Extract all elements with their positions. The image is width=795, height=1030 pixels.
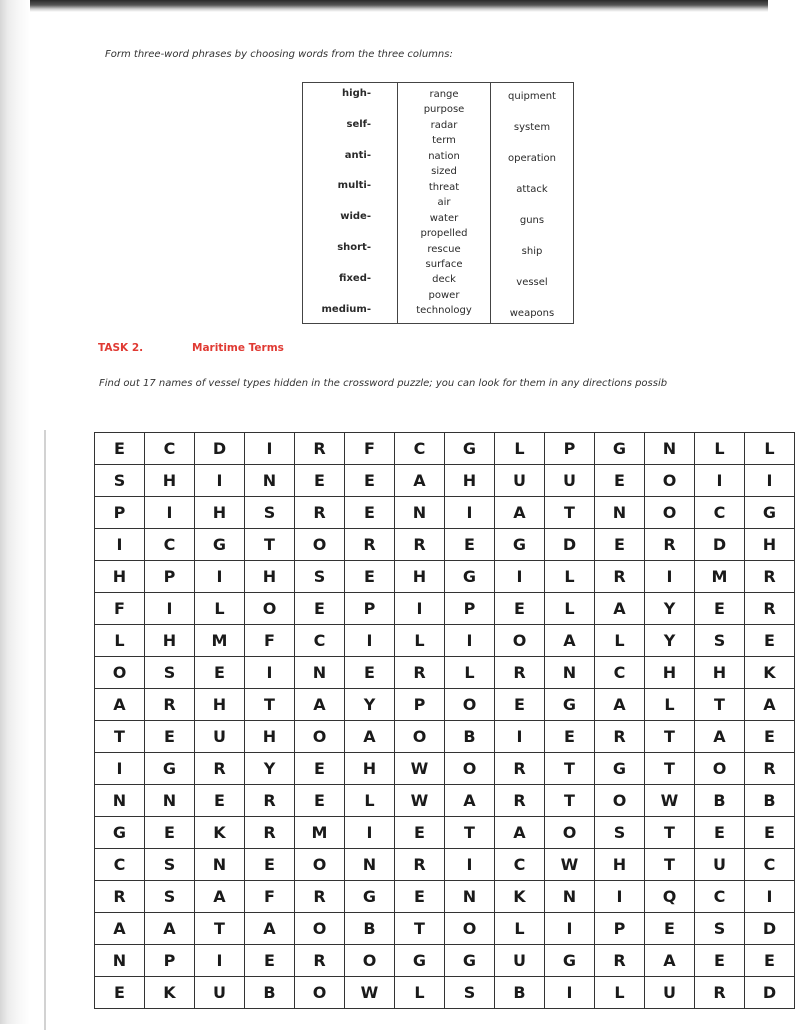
grid-cell[interactable]: E bbox=[345, 657, 395, 689]
grid-cell[interactable]: H bbox=[345, 753, 395, 785]
page-fold-line bbox=[44, 430, 46, 1030]
grid-cell[interactable]: R bbox=[395, 849, 445, 881]
grid-cell[interactable]: L bbox=[395, 625, 445, 657]
grid-cell[interactable]: D bbox=[745, 913, 795, 945]
grid-cell[interactable]: T bbox=[545, 497, 595, 529]
grid-cell[interactable]: O bbox=[295, 721, 345, 753]
grid-cell[interactable]: N bbox=[445, 881, 495, 913]
grid-cell[interactable]: P bbox=[345, 593, 395, 625]
grid-cell[interactable]: R bbox=[295, 881, 345, 913]
grid-cell[interactable]: T bbox=[645, 849, 695, 881]
grid-cell[interactable]: N bbox=[245, 465, 295, 497]
col3-word: system bbox=[513, 122, 551, 133]
grid-cell[interactable]: I bbox=[495, 721, 545, 753]
grid-cell[interactable]: C bbox=[95, 849, 145, 881]
col2-word: surface bbox=[425, 258, 463, 270]
grid-cell[interactable]: E bbox=[745, 721, 795, 753]
grid-cell[interactable]: B bbox=[245, 977, 295, 1009]
grid-cell[interactable]: I bbox=[345, 817, 395, 849]
grid-cell[interactable]: E bbox=[345, 497, 395, 529]
grid-cell[interactable]: C bbox=[145, 433, 195, 465]
grid-cell[interactable]: R bbox=[95, 881, 145, 913]
grid-cell[interactable]: I bbox=[745, 881, 795, 913]
grid-cell[interactable]: D bbox=[195, 433, 245, 465]
grid-cell[interactable]: N bbox=[545, 657, 595, 689]
grid-cell[interactable]: I bbox=[545, 977, 595, 1009]
grid-cell[interactable]: O bbox=[295, 977, 345, 1009]
grid-cell[interactable]: M bbox=[195, 625, 245, 657]
grid-cell[interactable]: F bbox=[95, 593, 145, 625]
last-word-column bbox=[491, 83, 573, 323]
grid-cell[interactable]: H bbox=[445, 465, 495, 497]
grid-cell[interactable]: I bbox=[445, 849, 495, 881]
grid-cell[interactable]: G bbox=[545, 945, 595, 977]
grid-cell[interactable]: R bbox=[395, 657, 445, 689]
col2-word: propelled bbox=[420, 228, 468, 240]
grid-cell[interactable]: I bbox=[95, 753, 145, 785]
grid-cell[interactable]: O bbox=[445, 689, 495, 721]
grid-cell[interactable]: L bbox=[545, 561, 595, 593]
grid-cell[interactable]: L bbox=[395, 977, 445, 1009]
grid-cell[interactable]: A bbox=[395, 465, 445, 497]
grid-cell[interactable]: C bbox=[695, 881, 745, 913]
grid-cell[interactable]: E bbox=[295, 785, 345, 817]
grid-cell[interactable]: O bbox=[445, 753, 495, 785]
grid-cell[interactable]: U bbox=[545, 465, 595, 497]
grid-cell[interactable]: H bbox=[195, 689, 245, 721]
grid-cell[interactable]: U bbox=[195, 721, 245, 753]
grid-cell[interactable]: L bbox=[195, 593, 245, 625]
grid-cell[interactable]: W bbox=[645, 785, 695, 817]
grid-cell[interactable]: N bbox=[95, 945, 145, 977]
grid-cell[interactable]: P bbox=[145, 945, 195, 977]
grid-cell[interactable]: O bbox=[545, 817, 595, 849]
col2-word: power bbox=[428, 289, 460, 301]
grid-cell[interactable]: A bbox=[245, 913, 295, 945]
grid-cell[interactable]: L bbox=[345, 785, 395, 817]
col1-word: wide- bbox=[340, 211, 371, 223]
grid-cell[interactable]: E bbox=[345, 465, 395, 497]
grid-cell[interactable]: E bbox=[245, 945, 295, 977]
grid-cell[interactable]: O bbox=[595, 785, 645, 817]
grid-cell[interactable]: S bbox=[295, 561, 345, 593]
grid-cell[interactable]: C bbox=[295, 625, 345, 657]
grid-cell[interactable]: R bbox=[745, 753, 795, 785]
grid-cell[interactable]: I bbox=[95, 529, 145, 561]
task1-instruction: Form three-word phrases by choosing words from the three columns: bbox=[105, 49, 453, 60]
grid-cell[interactable]: E bbox=[595, 465, 645, 497]
grid-cell[interactable]: I bbox=[195, 945, 245, 977]
grid-cell[interactable]: L bbox=[495, 913, 545, 945]
grid-cell[interactable]: I bbox=[445, 625, 495, 657]
grid-cell[interactable]: R bbox=[595, 945, 645, 977]
grid-cell[interactable]: G bbox=[145, 753, 195, 785]
grid-cell[interactable]: O bbox=[645, 497, 695, 529]
grid-cell[interactable]: N bbox=[195, 849, 245, 881]
grid-cell[interactable]: L bbox=[695, 433, 745, 465]
grid-cell[interactable]: R bbox=[395, 529, 445, 561]
grid-cell[interactable]: K bbox=[745, 657, 795, 689]
grid-cell[interactable]: C bbox=[745, 849, 795, 881]
grid-cell[interactable]: S bbox=[695, 625, 745, 657]
grid-cell[interactable]: E bbox=[695, 593, 745, 625]
grid-cell[interactable]: E bbox=[495, 689, 545, 721]
grid-cell[interactable]: B bbox=[495, 977, 545, 1009]
grid-cell[interactable]: O bbox=[245, 593, 295, 625]
grid-cell[interactable]: T bbox=[695, 689, 745, 721]
word-columns-table bbox=[302, 82, 574, 324]
col3-word: weapons bbox=[509, 308, 555, 319]
grid-cell[interactable]: H bbox=[245, 721, 295, 753]
col2-word: range bbox=[429, 89, 459, 100]
grid-cell[interactable]: H bbox=[95, 561, 145, 593]
grid-cell[interactable]: O bbox=[95, 657, 145, 689]
grid-cell[interactable]: O bbox=[295, 849, 345, 881]
grid-cell[interactable]: T bbox=[245, 689, 295, 721]
grid-cell[interactable]: L bbox=[445, 657, 495, 689]
grid-cell[interactable]: G bbox=[595, 433, 645, 465]
grid-cell[interactable]: G bbox=[195, 529, 245, 561]
grid-cell[interactable]: I bbox=[345, 625, 395, 657]
grid-cell[interactable]: E bbox=[295, 465, 345, 497]
col2-word: radar bbox=[430, 119, 458, 131]
grid-cell[interactable]: E bbox=[545, 721, 595, 753]
grid-cell[interactable]: P bbox=[145, 561, 195, 593]
grid-cell[interactable]: R bbox=[595, 561, 645, 593]
grid-cell[interactable]: S bbox=[145, 881, 195, 913]
grid-cell[interactable]: R bbox=[295, 945, 345, 977]
grid-cell[interactable]: R bbox=[595, 721, 645, 753]
grid-cell[interactable]: N bbox=[145, 785, 195, 817]
grid-cell[interactable]: T bbox=[545, 785, 595, 817]
grid-cell[interactable]: F bbox=[245, 881, 295, 913]
grid-cell[interactable]: A bbox=[95, 689, 145, 721]
col1-word: multi- bbox=[337, 180, 371, 192]
grid-cell[interactable]: W bbox=[345, 977, 395, 1009]
grid-cell[interactable]: F bbox=[345, 433, 395, 465]
grid-cell[interactable]: S bbox=[595, 817, 645, 849]
grid-cell[interactable]: D bbox=[545, 529, 595, 561]
grid-cell[interactable]: R bbox=[295, 497, 345, 529]
grid-cell[interactable]: I bbox=[595, 881, 645, 913]
grid-cell[interactable]: K bbox=[195, 817, 245, 849]
col3-word: vessel bbox=[516, 277, 548, 288]
grid-cell[interactable]: I bbox=[445, 497, 495, 529]
grid-cell[interactable]: E bbox=[745, 817, 795, 849]
grid-cell[interactable]: K bbox=[145, 977, 195, 1009]
grid-cell[interactable]: W bbox=[395, 785, 445, 817]
grid-cell[interactable]: Y bbox=[645, 625, 695, 657]
grid-cell[interactable]: Y bbox=[245, 753, 295, 785]
grid-cell[interactable]: G bbox=[595, 753, 645, 785]
grid-cell[interactable]: L bbox=[545, 593, 595, 625]
grid-cell[interactable]: Y bbox=[345, 689, 395, 721]
col2-word: sized bbox=[431, 166, 457, 178]
col2-word: threat bbox=[428, 181, 460, 193]
col3-word: ship bbox=[521, 246, 543, 257]
grid-cell[interactable]: G bbox=[445, 433, 495, 465]
grid-cell[interactable]: G bbox=[95, 817, 145, 849]
grid-cell[interactable]: A bbox=[95, 913, 145, 945]
grid-cell[interactable]: O bbox=[445, 913, 495, 945]
grid-cell[interactable]: U bbox=[495, 465, 545, 497]
grid-cell[interactable]: E bbox=[395, 817, 445, 849]
grid-cell[interactable]: O bbox=[345, 945, 395, 977]
grid-cell[interactable]: I bbox=[695, 465, 745, 497]
col1-word: high- bbox=[342, 88, 371, 99]
grid-cell[interactable]: R bbox=[645, 529, 695, 561]
grid-cell[interactable]: R bbox=[495, 657, 545, 689]
grid-cell[interactable]: M bbox=[695, 561, 745, 593]
grid-cell[interactable]: O bbox=[495, 625, 545, 657]
grid-cell[interactable]: I bbox=[145, 497, 195, 529]
grid-cell[interactable]: A bbox=[595, 689, 645, 721]
grid-cell[interactable]: T bbox=[95, 721, 145, 753]
grid-cell[interactable]: A bbox=[495, 497, 545, 529]
grid-cell[interactable]: E bbox=[345, 561, 395, 593]
grid-cell[interactable]: G bbox=[445, 945, 495, 977]
grid-cell[interactable]: I bbox=[245, 433, 295, 465]
grid-cell[interactable]: P bbox=[545, 433, 595, 465]
grid-cell[interactable]: K bbox=[495, 881, 545, 913]
grid-cell[interactable]: I bbox=[745, 465, 795, 497]
grid-cell[interactable]: H bbox=[645, 657, 695, 689]
grid-cell[interactable]: R bbox=[495, 753, 545, 785]
col3-word: quipment bbox=[508, 91, 556, 102]
grid-cell[interactable]: C bbox=[395, 433, 445, 465]
grid-cell[interactable]: T bbox=[645, 753, 695, 785]
task2-title: Maritime Terms bbox=[192, 342, 284, 354]
grid-cell[interactable]: L bbox=[595, 625, 645, 657]
grid-cell[interactable]: A bbox=[445, 785, 495, 817]
grid-cell[interactable]: O bbox=[695, 753, 745, 785]
grid-cell[interactable]: U bbox=[195, 977, 245, 1009]
col1-word: medium- bbox=[321, 303, 371, 315]
grid-cell[interactable]: P bbox=[445, 593, 495, 625]
prefix-column bbox=[303, 83, 398, 323]
grid-cell[interactable]: E bbox=[95, 433, 145, 465]
grid-cell[interactable]: I bbox=[545, 913, 595, 945]
grid-cell[interactable]: E bbox=[695, 945, 745, 977]
grid-cell[interactable]: H bbox=[595, 849, 645, 881]
grid-cell[interactable]: H bbox=[245, 561, 295, 593]
grid-cell[interactable]: U bbox=[695, 849, 745, 881]
grid-cell[interactable]: A bbox=[495, 817, 545, 849]
col2-word: deck bbox=[432, 274, 456, 286]
grid-cell[interactable]: C bbox=[145, 529, 195, 561]
grid-cell[interactable]: E bbox=[745, 945, 795, 977]
col1-word: self- bbox=[346, 118, 371, 130]
grid-cell[interactable]: S bbox=[445, 977, 495, 1009]
grid-cell[interactable]: P bbox=[95, 497, 145, 529]
grid-cell[interactable]: R bbox=[145, 689, 195, 721]
grid-cell[interactable]: I bbox=[495, 561, 545, 593]
grid-cell[interactable]: R bbox=[295, 433, 345, 465]
col2-word: technology bbox=[416, 305, 472, 317]
col2-word: rescue bbox=[427, 243, 461, 255]
grid-cell[interactable]: G bbox=[495, 529, 545, 561]
grid-cell[interactable]: T bbox=[395, 913, 445, 945]
grid-cell[interactable]: R bbox=[195, 753, 245, 785]
grid-cell[interactable]: O bbox=[295, 913, 345, 945]
grid-cell[interactable]: R bbox=[245, 817, 295, 849]
grid-cell[interactable]: E bbox=[695, 817, 745, 849]
col1-word: short- bbox=[337, 242, 371, 253]
grid-cell[interactable]: H bbox=[695, 657, 745, 689]
grid-cell[interactable]: U bbox=[645, 977, 695, 1009]
grid-cell[interactable]: I bbox=[195, 561, 245, 593]
grid-cell[interactable]: A bbox=[295, 689, 345, 721]
grid-cell[interactable]: M bbox=[295, 817, 345, 849]
grid-cell[interactable]: U bbox=[495, 945, 545, 977]
grid-cell[interactable]: A bbox=[695, 721, 745, 753]
grid-cell[interactable]: T bbox=[645, 721, 695, 753]
grid-cell[interactable]: G bbox=[545, 689, 595, 721]
col2-word: term bbox=[432, 135, 456, 147]
grid-cell[interactable]: E bbox=[645, 913, 695, 945]
grid-cell[interactable]: D bbox=[745, 977, 795, 1009]
col1-word: fixed- bbox=[339, 272, 371, 284]
grid-cell[interactable]: S bbox=[145, 657, 195, 689]
grid-cell[interactable]: T bbox=[195, 913, 245, 945]
grid-cell[interactable]: H bbox=[195, 497, 245, 529]
grid-cell[interactable]: P bbox=[595, 913, 645, 945]
grid-cell[interactable]: E bbox=[595, 529, 645, 561]
grid-cell[interactable]: Q bbox=[645, 881, 695, 913]
grid-cell[interactable]: C bbox=[495, 849, 545, 881]
grid-cell[interactable]: N bbox=[95, 785, 145, 817]
grid-cell[interactable]: E bbox=[195, 657, 245, 689]
grid-cell[interactable]: P bbox=[395, 689, 445, 721]
grid-cell[interactable]: T bbox=[545, 753, 595, 785]
grid-cell[interactable]: E bbox=[245, 849, 295, 881]
grid-cell[interactable]: N bbox=[545, 881, 595, 913]
grid-cell[interactable]: I bbox=[395, 593, 445, 625]
grid-cell[interactable]: G bbox=[345, 881, 395, 913]
grid-cell[interactable]: W bbox=[545, 849, 595, 881]
grid-cell[interactable]: H bbox=[745, 529, 795, 561]
grid-cell[interactable]: B bbox=[695, 785, 745, 817]
page-spine-shadow bbox=[0, 0, 30, 1024]
grid-cell[interactable]: H bbox=[145, 625, 195, 657]
grid-cell[interactable]: Y bbox=[645, 593, 695, 625]
grid-cell[interactable]: B bbox=[345, 913, 395, 945]
grid-cell[interactable]: N bbox=[395, 497, 445, 529]
grid-cell[interactable]: E bbox=[445, 529, 495, 561]
grid-cell[interactable]: L bbox=[745, 433, 795, 465]
grid-cell[interactable]: G bbox=[745, 497, 795, 529]
grid-cell[interactable]: A bbox=[545, 625, 595, 657]
grid-cell[interactable]: G bbox=[445, 561, 495, 593]
middle-word-column bbox=[398, 83, 491, 323]
grid-cell[interactable]: A bbox=[195, 881, 245, 913]
grid-cell[interactable]: E bbox=[745, 625, 795, 657]
grid-cell[interactable]: I bbox=[245, 657, 295, 689]
col2-word: air bbox=[437, 197, 451, 209]
col2-word: water bbox=[429, 212, 459, 224]
task2-instruction: Find out 17 names of vessel types hidden in the crossword puzzle; you can look for them in any directions possib bbox=[99, 378, 668, 389]
grid-cell[interactable]: H bbox=[145, 465, 195, 497]
grid-cell[interactable]: A bbox=[645, 945, 695, 977]
grid-cell[interactable]: L bbox=[645, 689, 695, 721]
grid-cell[interactable]: E bbox=[195, 785, 245, 817]
col3-word: guns bbox=[519, 215, 545, 226]
grid-cell[interactable]: A bbox=[145, 913, 195, 945]
grid-cell[interactable]: E bbox=[295, 593, 345, 625]
grid-cell[interactable]: E bbox=[145, 721, 195, 753]
grid-cell[interactable]: L bbox=[595, 977, 645, 1009]
col2-word: nation bbox=[428, 150, 460, 162]
grid-cell[interactable]: A bbox=[745, 689, 795, 721]
grid-cell[interactable]: F bbox=[245, 625, 295, 657]
grid-cell[interactable]: E bbox=[295, 753, 345, 785]
grid-cell[interactable]: O bbox=[295, 529, 345, 561]
page-top-edge bbox=[30, 0, 768, 12]
grid-cell[interactable]: T bbox=[245, 529, 295, 561]
col3-word: operation bbox=[507, 153, 556, 164]
grid-cell[interactable]: S bbox=[245, 497, 295, 529]
col1-word: anti- bbox=[344, 149, 371, 161]
grid-cell[interactable]: L bbox=[95, 625, 145, 657]
grid-cell[interactable]: T bbox=[645, 817, 695, 849]
grid-cell[interactable]: A bbox=[345, 721, 395, 753]
grid-cell[interactable]: O bbox=[645, 465, 695, 497]
grid-cell[interactable]: R bbox=[745, 593, 795, 625]
grid-cell[interactable]: C bbox=[595, 657, 645, 689]
task2-label: TASK 2. bbox=[98, 342, 144, 354]
grid-cell[interactable]: N bbox=[295, 657, 345, 689]
grid-cell[interactable]: C bbox=[695, 497, 745, 529]
grid-cell[interactable]: N bbox=[595, 497, 645, 529]
grid-cell[interactable]: N bbox=[645, 433, 695, 465]
grid-cell[interactable]: T bbox=[445, 817, 495, 849]
grid-cell[interactable]: E bbox=[145, 817, 195, 849]
col2-word: purpose bbox=[423, 104, 465, 116]
grid-cell[interactable]: N bbox=[345, 849, 395, 881]
col3-word: attack bbox=[516, 184, 548, 195]
grid-cell[interactable]: B bbox=[745, 785, 795, 817]
grid-cell[interactable]: E bbox=[495, 593, 545, 625]
grid-cell[interactable]: S bbox=[95, 465, 145, 497]
grid-cell[interactable]: S bbox=[145, 849, 195, 881]
grid-cell[interactable]: G bbox=[395, 945, 445, 977]
grid-cell[interactable]: I bbox=[195, 465, 245, 497]
grid-cell[interactable]: E bbox=[95, 977, 145, 1009]
grid-cell[interactable]: I bbox=[645, 561, 695, 593]
grid-cell[interactable]: H bbox=[395, 561, 445, 593]
grid-cell[interactable]: R bbox=[345, 529, 395, 561]
grid-cell[interactable]: I bbox=[145, 593, 195, 625]
grid-cell[interactable]: A bbox=[595, 593, 645, 625]
grid-cell[interactable]: D bbox=[695, 529, 745, 561]
word-search-grid bbox=[94, 432, 795, 1009]
grid-cell[interactable]: O bbox=[395, 721, 445, 753]
grid-cell[interactable]: R bbox=[695, 977, 745, 1009]
grid-cell[interactable]: R bbox=[245, 785, 295, 817]
grid-cell[interactable]: B bbox=[445, 721, 495, 753]
grid-cell[interactable]: E bbox=[395, 881, 445, 913]
grid-cell[interactable]: R bbox=[495, 785, 545, 817]
grid-cell[interactable]: W bbox=[395, 753, 445, 785]
grid-cell[interactable]: L bbox=[495, 433, 545, 465]
grid-cell[interactable]: S bbox=[695, 913, 745, 945]
grid-cell[interactable]: R bbox=[745, 561, 795, 593]
